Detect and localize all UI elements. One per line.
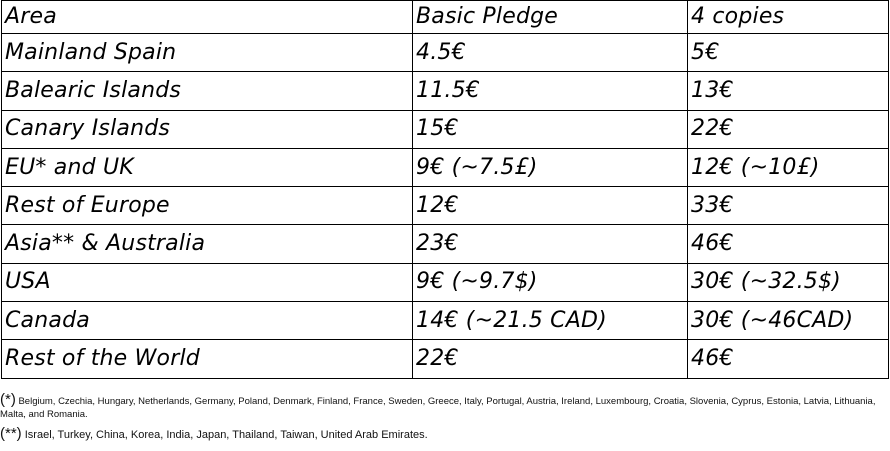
four-copies-cell: 30€ (~32.5$)	[688, 263, 889, 301]
table-row	[2, 302, 889, 340]
footnote-asia-text: Israel, Turkey, China, Korea, India, Japan, Thailand, Taiwan, United Arab Emirates.	[24, 429, 428, 441]
area-cell: Mainland Spain	[2, 34, 413, 72]
area-cell: Rest of Europe	[2, 187, 413, 225]
basic-pledge-cell: 23€	[413, 225, 688, 263]
table-row	[2, 263, 889, 301]
basic-pledge-cell: 15€	[413, 110, 688, 148]
four-copies-cell: 46€	[688, 340, 889, 378]
table-row	[2, 34, 889, 72]
four-copies-cell: 30€ (~46CAD)	[688, 302, 889, 340]
four-copies-cell: 22€	[688, 110, 889, 148]
basic-pledge-cell: 4.5€	[413, 34, 688, 72]
basic-pledge-cell: 12€	[413, 187, 688, 225]
header-basic-pledge: Basic Pledge	[413, 1, 688, 34]
basic-pledge-cell: 14€ (~21.5 CAD)	[413, 302, 688, 340]
area-cell: Balearic Islands	[2, 72, 413, 110]
area-cell: Rest of the World	[2, 340, 413, 378]
four-copies-cell: 13€	[688, 72, 889, 110]
footnote-eu	[0, 393, 888, 423]
basic-pledge-cell: 11.5€	[413, 72, 688, 110]
header-area: Area	[2, 1, 413, 34]
header-4-copies: 4 copies	[688, 1, 889, 34]
footnote-eu-marker: (*)	[0, 393, 16, 408]
area-cell: Canary Islands	[2, 110, 413, 148]
shipping-rates-table	[1, 0, 889, 379]
table-row	[2, 187, 889, 225]
basic-pledge-cell: 9€ (~7.5£)	[413, 148, 688, 186]
four-copies-cell: 5€	[688, 34, 889, 72]
four-copies-cell: 12€ (~10£)	[688, 148, 889, 186]
footnote-asia	[0, 427, 888, 442]
table-header-row	[2, 1, 889, 34]
area-cell: EU* and UK	[2, 148, 413, 186]
footnote-asia-marker: (**)	[0, 425, 22, 442]
area-cell: Asia** & Australia	[2, 225, 413, 263]
four-copies-cell: 33€	[688, 187, 889, 225]
table-row	[2, 72, 889, 110]
footnote-eu-text: Belgium, Czechia, Hungary, Netherlands, Germany, Poland, Denmark, Finland, France, Sweden, Greece, Italy, Portugal, Austria, Ireland, Luxembourg, Croatia, Slovenia, Cyprus, Estonia, Latvia, Lithuania, Malta, and Romania.	[0, 396, 876, 420]
area-cell: USA	[2, 263, 413, 301]
basic-pledge-cell: 22€	[413, 340, 688, 378]
table-row	[2, 148, 889, 186]
four-copies-cell: 46€	[688, 225, 889, 263]
footnotes	[0, 393, 888, 442]
table-row	[2, 340, 889, 378]
basic-pledge-cell: 9€ (~9.7$)	[413, 263, 688, 301]
area-cell: Canada	[2, 302, 413, 340]
table-row	[2, 110, 889, 148]
table-row	[2, 225, 889, 263]
